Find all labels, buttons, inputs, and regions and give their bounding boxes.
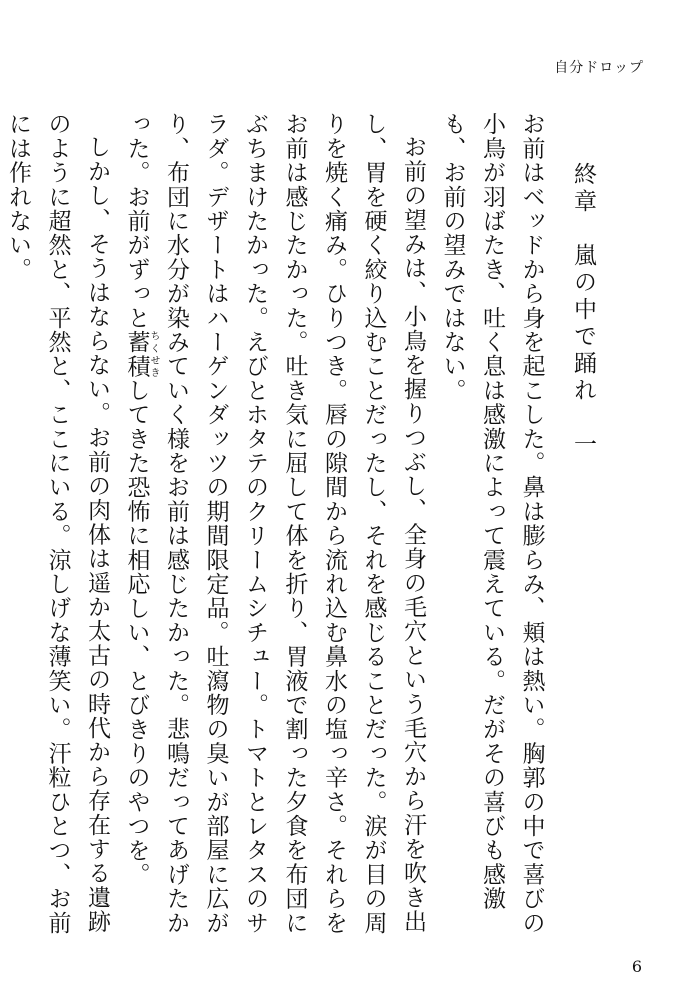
running-title: 自分ドロップ <box>554 60 644 76</box>
paragraph-2-tail: してきた恐怖に相応しい、とびきりのやつを。 <box>123 378 150 887</box>
chapter-title: 終章 嵐の中で踊れ 一 <box>570 162 596 459</box>
paragraph-2 <box>116 112 432 947</box>
ruby-chikuseki <box>123 329 159 379</box>
paragraph-3: しかし、そうはならない。お前の肉体は遥か太古の時代から存在する遺跡のように超然と、平然と、ここにいる。涼しげな薄笑い。汗粒ひとつ、お前には作れない。 <box>5 112 110 935</box>
ruby-chikuseki-reading: ちくせき <box>148 329 159 379</box>
ruby-chikuseki-base: 蓄積 <box>123 329 150 379</box>
paragraph-2-text: お前の望みは、小鳥を握りつぶし、全身の毛穴という毛穴から汗を吹き出し、胃を硬く絞り込むことだったし、それを感じることだった。涙が目の周りを焼く痛み。ひりつき。唇の隙間から流れ込む鼻水の塩っ辛さ。それらをお前は感じたかった。吐き気に屈して体を折り、胃液で割った夕食を布団にぶちまけたかった。えびとホタテのクリームシチュー。トマトとレタスのサラダ。デザートはハーゲンダッツの期間限定品。吐瀉物の臭いが部屋に広がり、布団に水分が染みていく様をお前は感じたかった。悲鳴だってあげたかった。お前がずっと <box>123 112 426 935</box>
vertical-text-body <box>5 112 638 947</box>
page-number: 6 <box>631 957 642 976</box>
paragraph-1: お前はベッドから身を起こした。鼻は膨らみ、頬は熱い。胸郭の中で喜びの小鳥が羽ばたき、吐く息は感激によって震えている。だがその喜びも感激も、お前の望みではない。 <box>439 112 545 935</box>
